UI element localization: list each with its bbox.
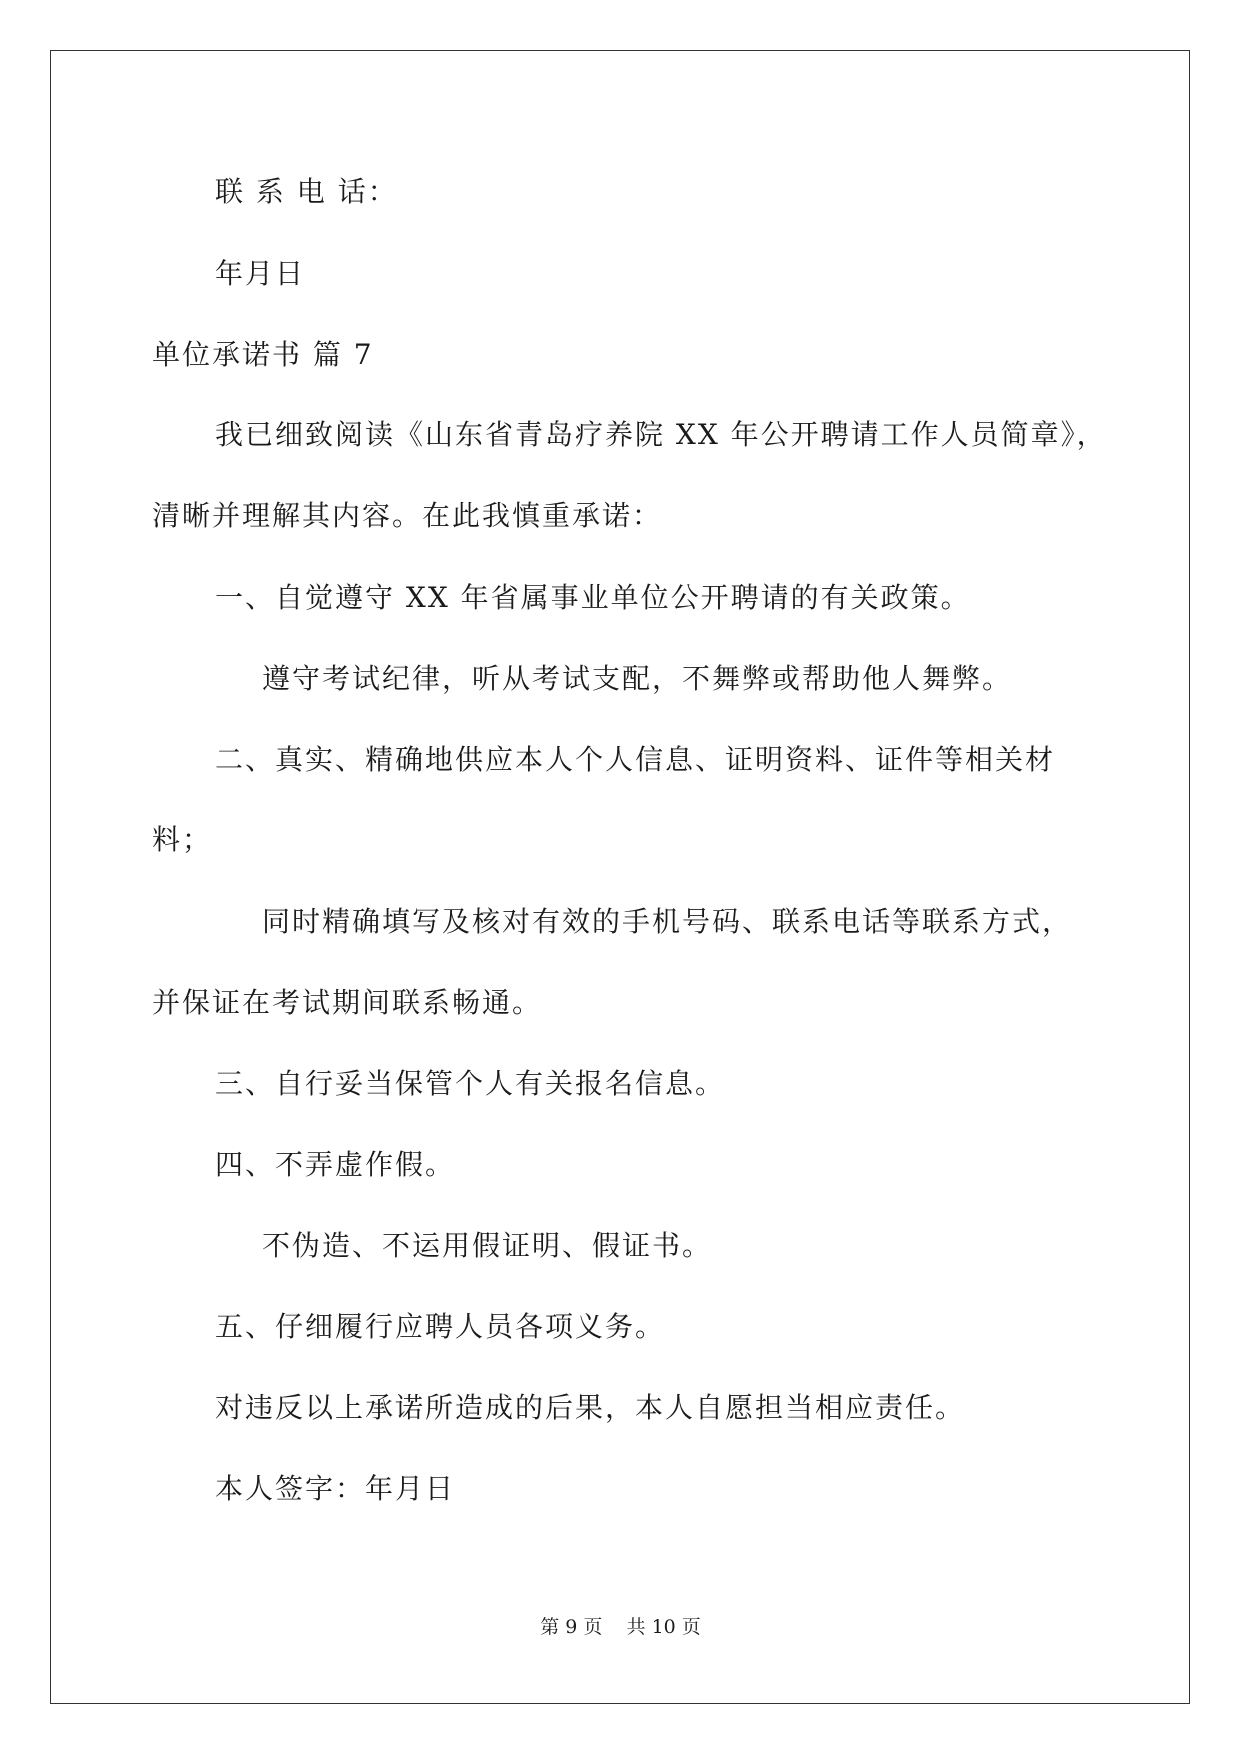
date-line: 年月日 [215, 257, 306, 290]
page-border [50, 50, 1190, 1704]
item-two-detail-line-2: 并保证在考试期间联系畅通。 [152, 986, 543, 1019]
item-three: 三、自行妥当保管个人有关报名信息。 [215, 1067, 726, 1100]
paragraph-intro-line-2: 清晰并理解其内容。在此我慎重承诺： [152, 499, 663, 532]
page-number: 第 9 页 共 10 页 [540, 1616, 701, 1638]
paragraph-intro-line-1: 我已细致阅读《山东省青岛疗养院 XX 年公开聘请工作人员简章》， [215, 418, 1107, 451]
contact-phone-line: 联 系 电 话： [215, 175, 398, 208]
item-two-line-1: 二、真实、精确地供应本人个人信息、证明资料、证件等相关材 [215, 743, 1056, 776]
section-heading: 单位承诺书 篇 7 [152, 338, 374, 371]
responsibility-statement: 对违反以上承诺所造成的后果，本人自愿担当相应责任。 [215, 1391, 966, 1424]
item-one: 一、自觉遵守 XX 年省属事业单位公开聘请的有关政策。 [215, 581, 971, 614]
signature-line: 本人签字：年月日 [215, 1472, 456, 1505]
item-four-detail: 不伪造、不运用假证明、假证书。 [262, 1229, 713, 1262]
item-five: 五、仔细履行应聘人员各项义务。 [215, 1310, 666, 1343]
item-one-detail: 遵守考试纪律，听从考试支配，不舞弊或帮助他人舞弊。 [262, 662, 1013, 695]
item-four: 四、不弄虚作假。 [215, 1148, 456, 1181]
item-two-line-2: 料； [152, 823, 213, 856]
item-two-detail-line-1: 同时精确填写及核对有效的手机号码、联系电话等联系方式， [262, 905, 1073, 938]
